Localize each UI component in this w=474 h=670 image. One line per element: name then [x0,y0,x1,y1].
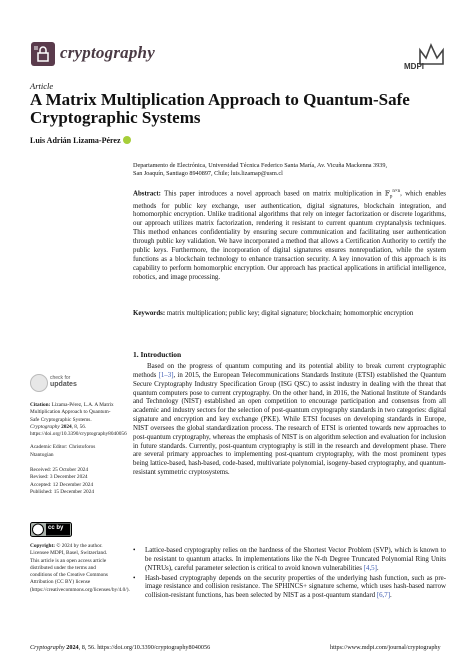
journal-name[interactable]: cryptography [60,43,155,62]
publisher-name: MDPI [404,62,424,71]
author-line [30,136,131,145]
copyright-text: © 2024 by the author. Licensee MDPI, Basel, Switzerland. This article is an open access article distributed under the terms and conditions of the Creative Commons Attribution (CC BY) license (https://creativecommons.org/licenses/by/4.0/). [30,543,130,593]
intro-text-1: Based on the progress of quantum computing and its potential ability to break current cryptographic methods [133,363,446,379]
citation-block [30,402,127,438]
academic-editor: Academic Editor: Christoforos Ntantogian [30,444,96,458]
footer-year: 2024 [66,644,79,651]
paper-title: A Matrix Multiplication Approach to Quantum-Safe Cryptographic Systems [30,90,410,127]
copyright-label: Copyright: [30,543,56,549]
citation-journal: Cryptography [30,423,60,430]
bullet-marker: • [133,547,136,554]
bullet-marker: • [133,574,136,582]
abstract [133,188,446,283]
check-for-updates-icon [30,374,48,392]
orcid-icon[interactable] [123,136,131,144]
footer-doi[interactable]: , 8, 56. https://doi.org/10.3390/cryptography8040056 [78,644,211,651]
affiliation-line-2: San Joaquín, Santiago 8940897, Chile; luis.lizamap@usm.cl [133,170,283,177]
accepted-date: Accepted: 12 December 2024 [30,481,94,488]
list-item [133,575,446,602]
bullet-text: Lattice-based cryptography relies on the hardness of the Shortest Vector Problem (SVP), which is known to be resistant to quantum attacks. In implementations like the N-th Degree Truncated Polynomial Ring Units (NTRUs), careful parameter selection is critical to avoid known vulnerabilities [145,547,446,572]
updates-label-small: check for [50,375,71,381]
bullet-text: Hash-based cryptography depends on the security properties of the underlying hash function, such as pre-image resistance and collision resistance. The SPHINCS+ signature scheme, which uses hash-based narrow collision-resistant functions, has been selected by NIST as a post-quantum standard [145,574,446,600]
revised-date: Revised: 3 December 2024 [30,474,88,481]
intro-body [133,363,446,478]
footer-journal-url[interactable]: https://www.mdpi.com/journal/cryptography [330,644,441,651]
abstract-label: Abstract: [133,190,161,198]
abstract-field-sub: p [389,194,393,200]
citation-link[interactable]: [4,5] [363,564,377,572]
citation-link[interactable]: [1–3] [158,371,174,379]
citation-rest[interactable]: , 8, 56. https://doi.org/10.3390/cryptography8040056 [30,423,127,438]
abstract-text-rest: , which enables methods for public key exchange, user authentication, digital signatures, blockchain integration, and homomorphic encryption. Unlike traditional algorithms that rely on integer factorization or discrete logarithms, our approach utilizes matrix factorization, rendering it resistant to current quantum cryptanalysis techniques. This method enhances confidentiality by ensuring secure communication and facilitating user authentication through public key validation. We have incorporated a method that allows a Certification Authority to certify the public keys. Furthermore, the incorporation of digital signatures ensures nonrepudiation, while the system functions as a blockchain technology to enhance transaction security. A key innovation of this approach is its capability to perform homomorphic encryption. Our approach has practical applications in artificial intelligence, robotics, and image processing. [133,190,446,281]
abstract-text-start: This paper introduces a novel approach based on matrix multiplication in 𝔽 [164,190,390,198]
check-for-updates-button[interactable] [30,372,90,394]
bullet-text-end: . [376,564,379,572]
abstract-field-sup: n×n [392,189,401,194]
bullet-list [133,547,446,602]
citation-text: Lizama-Pérez, L.A. A Matrix Multiplication Approach to Quantum-Safe Cryptographic Systems. [30,402,114,423]
sidebar-info [30,402,127,502]
dates-block [30,467,116,496]
affiliation [133,162,443,178]
received-date: Received: 25 October 2024 [30,467,89,474]
cryptography-logo-icon [31,42,55,66]
bullet-text-end: . [390,592,392,600]
copyright-block [30,543,130,594]
cc-by-icon[interactable] [30,522,72,537]
keywords [133,310,446,319]
footer-citation [30,644,210,651]
citation-year: 2024 [61,423,72,430]
list-item [133,547,446,574]
section-heading: 1. Introduction [133,350,182,359]
citation-label: Citation: [30,402,51,408]
intro-text-2: , in 2015, the European Telecommunications Standards Institute (ETSI) established the Quantum Secure Cryptography Industry Specification Group (ISG QSC) to assist industry in dealing with the threat that quantum computers pose to current cryptography. On the other hand, in 2016, the National Institute of Standards and Technology (NIST) established an open competition to encourage participation and consensus from all academic and industry sectors for the selection of post-quantum cryptography standards in two categories: digital signature and encryption and key exchange (PKE). While ETSI focuses on developing standards in Europe, NIST oversees the global standardization process. The research of ETSI is oriented towards new approaches to post-quantum cryptography, whereas the emphasis of NIST is on algorithm selection and evaluation for inclusion in future standards. Currently, post-quantum cryptography is still in the research and development phase. There are several primary approaches to implementing post-quantum cryptography, with the most prominent types being lattice-based, hash-based, code-based, multivariate polynomial, isogeny-based cryptography, and quantum-resistant symmetric cryptosystems. [133,371,446,477]
article-type: Article [30,81,54,91]
author-name: Luis Adrián Lizama-Pérez [30,136,121,145]
citation-link[interactable]: [6,7] [376,592,391,600]
updates-label: updates [50,381,77,388]
published-date: Published: 15 December 2024 [30,488,94,495]
intro-paragraph [133,363,446,478]
keywords-text: matrix multiplication; public key; digital signature; blockchain; homomorphic encryption [166,310,414,317]
keywords-label: Keywords: [133,310,166,317]
footer-journal: Cryptography [30,644,65,651]
affiliation-line-1: Departamento de Electrónica, Universidad Técnica Federico Santa María, Av. Vicuña Mackenna 3939, [133,162,388,169]
cc-by-text: cc by [48,525,64,531]
